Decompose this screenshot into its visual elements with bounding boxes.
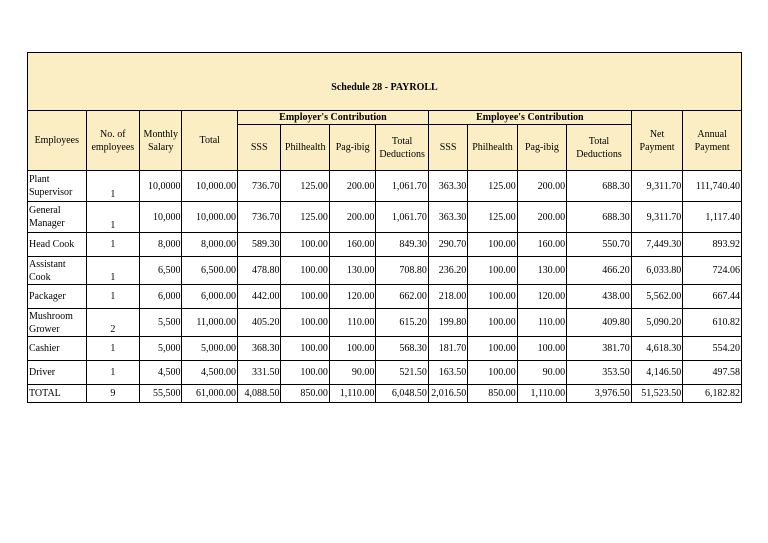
net-cell: 4,618.30 xyxy=(631,337,683,361)
ee-td-cell: 381.70 xyxy=(567,337,632,361)
total-cell: 11,000.00 xyxy=(182,309,238,337)
er-td-cell: 1,061.70 xyxy=(376,171,429,202)
annual-cell: 724.06 xyxy=(683,257,742,285)
er-sss-cell: 368.30 xyxy=(238,337,281,361)
net-cell: 7,449.30 xyxy=(631,233,683,257)
er-ph-cell: 100.00 xyxy=(281,361,329,385)
monthly-cell: 10,0000 xyxy=(140,171,182,202)
ee-sss-cell: 218.00 xyxy=(428,285,467,309)
ee-ph-cell: 100.00 xyxy=(468,361,517,385)
table-row xyxy=(28,202,742,233)
employee-count-cell: 1 xyxy=(86,257,140,285)
annual-cell: 610.82 xyxy=(683,309,742,337)
employee-name-cell: Assistant Cook xyxy=(28,257,87,285)
er-td-cell: 615.20 xyxy=(376,309,429,337)
annual-cell: 1,117.40 xyxy=(683,202,742,233)
total-monthly-cell: 55,500 xyxy=(140,385,182,403)
ee-td-cell: 688.30 xyxy=(567,171,632,202)
header-ee-total-deductions: Total Deductions xyxy=(567,125,632,171)
total-er-ph-cell: 850.00 xyxy=(281,385,329,403)
employee-count-cell: 1 xyxy=(86,285,140,309)
employee-count-cell: 1 xyxy=(86,361,140,385)
employee-name-cell: Cashier xyxy=(28,337,87,361)
ee-ph-cell: 100.00 xyxy=(468,233,517,257)
employee-count-cell: 1 xyxy=(86,171,140,202)
er-ph-cell: 125.00 xyxy=(281,202,329,233)
total-cell: 6,500.00 xyxy=(182,257,238,285)
total-cell: 10,000.00 xyxy=(182,202,238,233)
ee-pi-cell: 160.00 xyxy=(517,233,566,257)
er-pi-cell: 130.00 xyxy=(329,257,375,285)
monthly-cell: 5,500 xyxy=(140,309,182,337)
employee-count-cell: 1 xyxy=(86,202,140,233)
table-row xyxy=(28,285,742,309)
er-td-cell: 1,061.70 xyxy=(376,202,429,233)
table-row xyxy=(28,309,742,337)
employee-name-cell: Driver xyxy=(28,361,87,385)
ee-td-cell: 353.50 xyxy=(567,361,632,385)
er-ph-cell: 100.00 xyxy=(281,309,329,337)
total-ee-pi-cell: 1,110.00 xyxy=(517,385,566,403)
er-sss-cell: 736.70 xyxy=(238,202,281,233)
header-employee-contribution: Employee's Contribution xyxy=(428,111,631,125)
header-net-payment: Net Payment xyxy=(631,111,683,171)
header-er-total-deductions: Total Deductions xyxy=(376,125,429,171)
er-ph-cell: 125.00 xyxy=(281,171,329,202)
employee-count-cell: 1 xyxy=(86,233,140,257)
annual-cell: 667.44 xyxy=(683,285,742,309)
ee-pi-cell: 90.00 xyxy=(517,361,566,385)
ee-ph-cell: 125.00 xyxy=(468,202,517,233)
monthly-cell: 10,000 xyxy=(140,202,182,233)
payroll-table xyxy=(27,52,742,403)
net-cell: 6,033.80 xyxy=(631,257,683,285)
total-cell: 10,000.00 xyxy=(182,171,238,202)
ee-ph-cell: 125.00 xyxy=(468,171,517,202)
header-employees: Employees xyxy=(28,111,87,171)
total-count-cell: 9 xyxy=(86,385,140,403)
total-er-sss-cell: 4,088.50 xyxy=(238,385,281,403)
net-cell: 5,562.00 xyxy=(631,285,683,309)
er-pi-cell: 90.00 xyxy=(329,361,375,385)
table-row xyxy=(28,233,742,257)
schedule-title: Schedule 28 - PAYROLL xyxy=(28,53,742,111)
ee-pi-cell: 200.00 xyxy=(517,171,566,202)
er-sss-cell: 442.00 xyxy=(238,285,281,309)
header-ee-sss: SSS xyxy=(428,125,467,171)
ee-sss-cell: 363.30 xyxy=(428,171,467,202)
employee-name-cell: Packager xyxy=(28,285,87,309)
ee-pi-cell: 110.00 xyxy=(517,309,566,337)
ee-td-cell: 550.70 xyxy=(567,233,632,257)
ee-td-cell: 409.80 xyxy=(567,309,632,337)
er-sss-cell: 331.50 xyxy=(238,361,281,385)
ee-pi-cell: 120.00 xyxy=(517,285,566,309)
er-ph-cell: 100.00 xyxy=(281,285,329,309)
annual-cell: 893.92 xyxy=(683,233,742,257)
er-td-cell: 521.50 xyxy=(376,361,429,385)
ee-pi-cell: 130.00 xyxy=(517,257,566,285)
ee-ph-cell: 100.00 xyxy=(468,285,517,309)
total-ee-ph-cell: 850.00 xyxy=(468,385,517,403)
header-ee-philhealth: Philhealth xyxy=(468,125,517,171)
employee-name-cell: General Manager xyxy=(28,202,87,233)
header-monthly-salary: Monthly Salary xyxy=(140,111,182,171)
er-pi-cell: 200.00 xyxy=(329,171,375,202)
monthly-cell: 8,000 xyxy=(140,233,182,257)
header-er-philhealth: Philhealth xyxy=(281,125,329,171)
net-cell: 4,146.50 xyxy=(631,361,683,385)
ee-sss-cell: 199.80 xyxy=(428,309,467,337)
table-row xyxy=(28,257,742,285)
er-sss-cell: 405.20 xyxy=(238,309,281,337)
er-td-cell: 568.30 xyxy=(376,337,429,361)
employee-count-cell: 2 xyxy=(86,309,140,337)
ee-sss-cell: 236.20 xyxy=(428,257,467,285)
total-cell: 8,000.00 xyxy=(182,233,238,257)
annual-cell: 111,740.40 xyxy=(683,171,742,202)
header-ee-pagibig: Pag-ibig xyxy=(517,125,566,171)
er-pi-cell: 120.00 xyxy=(329,285,375,309)
ee-pi-cell: 100.00 xyxy=(517,337,566,361)
header-er-pagibig: Pag-ibig xyxy=(329,125,375,171)
net-cell: 9,311.70 xyxy=(631,171,683,202)
er-pi-cell: 100.00 xyxy=(329,337,375,361)
ee-ph-cell: 100.00 xyxy=(468,257,517,285)
annual-cell: 554.20 xyxy=(683,337,742,361)
ee-sss-cell: 181.70 xyxy=(428,337,467,361)
table-row xyxy=(28,171,742,202)
er-sss-cell: 736.70 xyxy=(238,171,281,202)
er-pi-cell: 200.00 xyxy=(329,202,375,233)
total-annual-cell: 6,182.82 xyxy=(683,385,742,403)
header-employer-contribution: Employer's Contribution xyxy=(238,111,429,125)
monthly-cell: 4,500 xyxy=(140,361,182,385)
ee-sss-cell: 363.30 xyxy=(428,202,467,233)
total-total-cell: 61,000.00 xyxy=(182,385,238,403)
er-sss-cell: 478.80 xyxy=(238,257,281,285)
er-pi-cell: 110.00 xyxy=(329,309,375,337)
ee-td-cell: 688.30 xyxy=(567,202,632,233)
table-row xyxy=(28,361,742,385)
header-count: No. of employees xyxy=(86,111,140,171)
net-cell: 5,090.20 xyxy=(631,309,683,337)
monthly-cell: 6,000 xyxy=(140,285,182,309)
employee-name-cell: Plant Supervisor xyxy=(28,171,87,202)
monthly-cell: 6,500 xyxy=(140,257,182,285)
er-td-cell: 849.30 xyxy=(376,233,429,257)
ee-td-cell: 466.20 xyxy=(567,257,632,285)
ee-sss-cell: 163.50 xyxy=(428,361,467,385)
header-er-sss: SSS xyxy=(238,125,281,171)
total-cell: 4,500.00 xyxy=(182,361,238,385)
er-td-cell: 708.80 xyxy=(376,257,429,285)
total-row xyxy=(28,385,742,403)
header-total: Total xyxy=(182,111,238,171)
header-annual-payment: Annual Payment xyxy=(683,111,742,171)
ee-sss-cell: 290.70 xyxy=(428,233,467,257)
er-td-cell: 662.00 xyxy=(376,285,429,309)
total-cell: 6,000.00 xyxy=(182,285,238,309)
er-ph-cell: 100.00 xyxy=(281,233,329,257)
total-ee-td-cell: 3,976.50 xyxy=(567,385,632,403)
total-label-cell: TOTAL xyxy=(28,385,87,403)
net-cell: 9,311.70 xyxy=(631,202,683,233)
annual-cell: 497.58 xyxy=(683,361,742,385)
ee-ph-cell: 100.00 xyxy=(468,309,517,337)
total-er-td-cell: 6,048.50 xyxy=(376,385,429,403)
total-cell: 5,000.00 xyxy=(182,337,238,361)
table-row xyxy=(28,337,742,361)
total-ee-sss-cell: 2,016.50 xyxy=(428,385,467,403)
total-net-cell: 51,523.50 xyxy=(631,385,683,403)
total-er-pi-cell: 1,110.00 xyxy=(329,385,375,403)
er-sss-cell: 589.30 xyxy=(238,233,281,257)
er-ph-cell: 100.00 xyxy=(281,257,329,285)
employee-name-cell: Head Cook xyxy=(28,233,87,257)
ee-ph-cell: 100.00 xyxy=(468,337,517,361)
employee-name-cell: Mushroom Grower xyxy=(28,309,87,337)
ee-td-cell: 438.00 xyxy=(567,285,632,309)
ee-pi-cell: 200.00 xyxy=(517,202,566,233)
er-ph-cell: 100.00 xyxy=(281,337,329,361)
er-pi-cell: 160.00 xyxy=(329,233,375,257)
monthly-cell: 5,000 xyxy=(140,337,182,361)
employee-count-cell: 1 xyxy=(86,337,140,361)
